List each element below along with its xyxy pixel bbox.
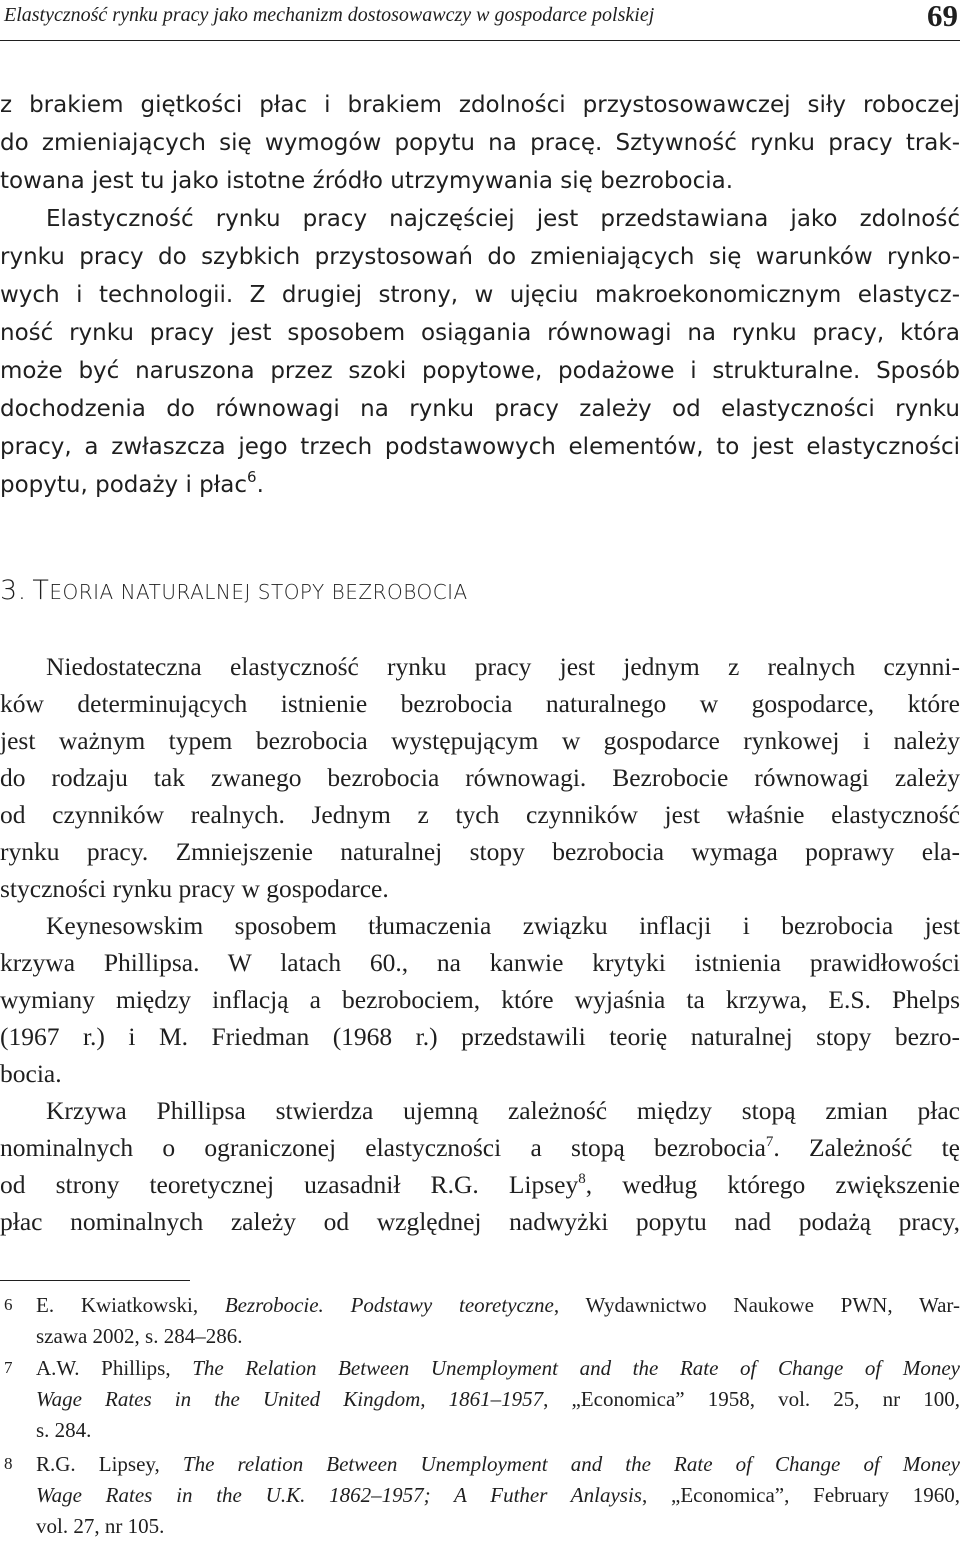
text-line: (1967 r.) i M. Friedman (1968 r.) przedstawili teorię naturalnej stopy bezro- <box>0 1022 960 1051</box>
text-span: , „Economica”, February 1960, <box>641 1483 960 1507</box>
text-line: rynku pracy do szybkich przystosowań do zmieniających się warunków rynko- <box>0 244 960 270</box>
text-span: nominalnych o ograniczonej elastyczności a stopą bezrobocia <box>0 1133 766 1162</box>
text-line: może być naruszona przez szoki popytowe, podażowe i strukturalne. Sposób <box>0 358 960 384</box>
section-number: 3. <box>0 575 27 606</box>
footnote-number: 7 <box>4 1358 13 1377</box>
text-span: . <box>256 472 264 498</box>
text-line: pracy, a zwłaszcza jego trzech podstawowych elementów, to jest elastyczności <box>0 434 960 460</box>
text-line: wymiany między inflacją a bezrobociem, które wyjaśnia ta krzywa, E.S. Phelps <box>0 985 960 1014</box>
footnote-line <box>36 1293 960 1323</box>
text-line: Keynesowskim sposobem tłumaczenia związku inflacji i bezrobocia jest <box>46 911 960 940</box>
text-line <box>0 1170 960 1210</box>
text-line: dochodzenia do równowagi na rynku pracy zależy od elastyczności rynku <box>0 396 960 422</box>
footnote-ref: 7 <box>765 1134 774 1150</box>
footnote-number: 6 <box>4 1295 13 1314</box>
text-line: towana jest tu jako istotne źródło utrzymywania się bezrobocia. <box>0 168 734 194</box>
text-line: od czynników realnych. Jednym z tych czynników jest właśnie elastyczność <box>0 800 960 829</box>
text-span: A.W. Phillips, <box>36 1356 193 1380</box>
section-heading <box>0 575 468 606</box>
text-span: , Wydawnictwo Naukowe PWN, War- <box>553 1293 960 1317</box>
footnote-line <box>36 1356 960 1386</box>
text-line: płac nominalnych zależy od względnej nadwyżki popytu nad podażą pracy, <box>0 1207 960 1236</box>
footnote-line <box>36 1387 960 1417</box>
footnote-line: s. 284. <box>36 1418 92 1442</box>
footnote-line <box>36 1452 960 1482</box>
footnote-separator <box>0 1280 190 1281</box>
text-span: . Zależność tę <box>773 1133 960 1162</box>
text-span: , według którego zwiększenie <box>585 1170 960 1199</box>
footnote-title: The Relation Between Unemployment and the Rate of Change of Money <box>192 1356 960 1380</box>
footnote-line: szawa 2002, s. 284–286. <box>36 1324 243 1348</box>
text-line: wych i technologii. Z drugiej strony, w ujęciu makroekonomicznym elastycz- <box>0 282 960 308</box>
text-line: Krzywa Phillipsa stwierdza ujemną zależność między stopą zmian płac <box>46 1096 960 1125</box>
text-line: z brakiem giętkości płac i brakiem zdolności przystosowawczej siły roboczej <box>0 92 960 118</box>
heading-rest: EORIA NATURALNEJ STOPY BEZROBOCIA <box>49 580 468 604</box>
text-line: bocia. <box>0 1059 62 1088</box>
text-span: , „Economica” 1958, vol. 25, nr 100, <box>543 1387 960 1411</box>
footnote-title: Bezrobocie. Podstawy teoretyczne <box>224 1293 554 1317</box>
text-span: popytu, podaży i płac <box>0 472 248 498</box>
text-line: styczności rynku pracy w gospodarce. <box>0 874 389 903</box>
footnote-title: The relation Between Unemployment and the Rate of Change of Money <box>182 1452 960 1476</box>
footnote-number: 8 <box>4 1454 13 1473</box>
text-line: do rodzaju tak zwanego bezrobocia równowagi. Bezrobocie równowagi zależy <box>0 763 960 792</box>
running-header <box>0 0 960 41</box>
text-line: Elastyczność rynku pracy najczęściej jest przedstawiana jako zdolność <box>46 206 960 232</box>
text-line: Niedostateczna elastyczność rynku pracy jest jednym z realnych czynni- <box>46 652 960 681</box>
text-line: ność rynku pracy jest sposobem osiągania równowagi na rynku pracy, która <box>0 320 960 346</box>
text-line: rynku pracy. Zmniejszenie naturalnej stopy bezrobocia wymaga poprawy ela- <box>0 837 960 866</box>
text-line: do zmieniających się wymogów popytu na pracę. Sztywność rynku pracy trak- <box>0 130 960 156</box>
footnote-title: Wage Rates in the U.K. 1862–1957; A Futher Anlaysis <box>36 1483 642 1507</box>
text-line: jest ważnym typem bezrobocia występującym w gospodarce rynkowej i należy <box>0 726 960 755</box>
page-number: 69 <box>927 0 958 33</box>
heading-initial: T <box>32 575 50 606</box>
footnote-line: vol. 27, nr 105. <box>36 1514 165 1538</box>
text-line: krzywa Phillipsa. W latach 60., na kanwie krytyki istnienia prawidłowości <box>0 948 960 977</box>
text-span: E. Kwiatkowski, <box>36 1293 225 1317</box>
text-line <box>0 1133 960 1173</box>
footnote-ref: 8 <box>578 1171 586 1187</box>
text-line <box>0 468 960 512</box>
text-span: R.G. Lipsey, <box>36 1452 183 1476</box>
footnote-ref: 6 <box>247 468 257 486</box>
running-title: Elastyczność rynku pracy jako mechanizm dostosowawczy w gospodarce polskiej <box>4 4 655 26</box>
text-line: ków determinujących istnienie bezrobocia naturalnego w gospodarce, które <box>0 689 960 718</box>
text-span: od strony teoretycznej uzasadnił R.G. Lipsey <box>0 1170 579 1199</box>
footnote-title: Wage Rates in the United Kingdom, 1861–1957 <box>36 1387 544 1411</box>
footnote-line <box>36 1483 960 1513</box>
